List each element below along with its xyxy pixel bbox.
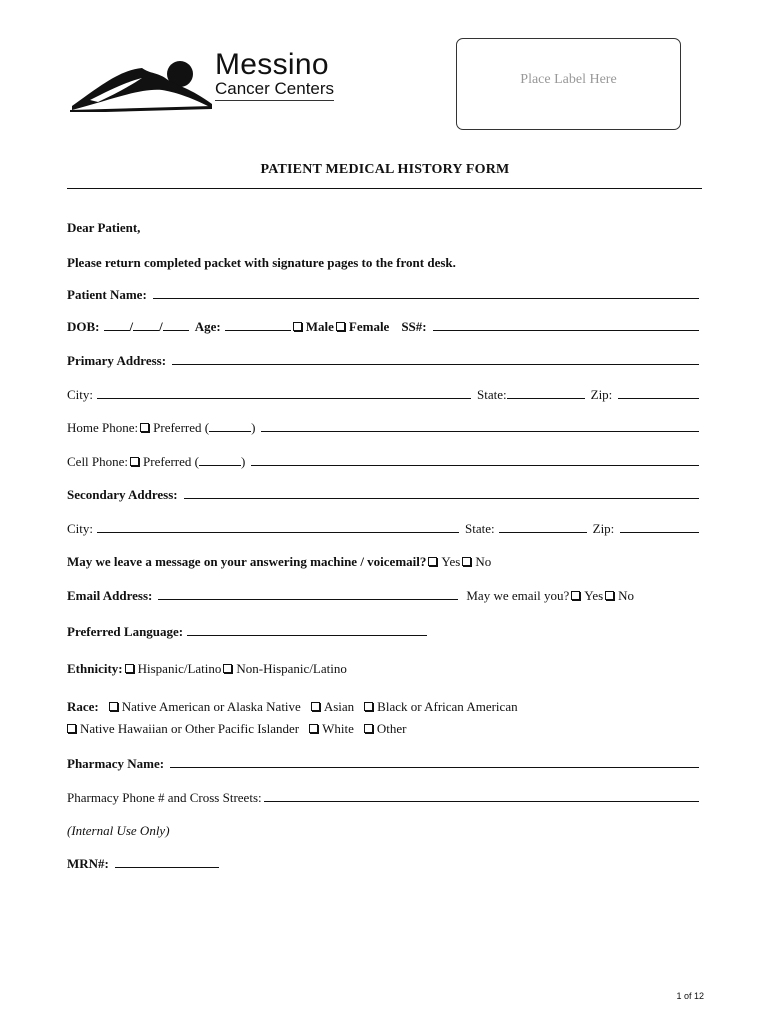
internal-use-note: (Internal Use Only) bbox=[67, 823, 170, 838]
white-checkbox[interactable] bbox=[309, 724, 318, 733]
ethnicity-row: Ethnicity: Hispanic/Latino Non-Hispanic/Latino bbox=[67, 661, 347, 676]
mrn-field[interactable] bbox=[115, 857, 219, 868]
male-checkbox[interactable] bbox=[293, 322, 302, 331]
secondary-address-row bbox=[67, 487, 699, 505]
dob-year-field[interactable] bbox=[163, 320, 189, 331]
zip-label: Zip: bbox=[590, 387, 613, 402]
pharmacy-phone-row bbox=[67, 790, 699, 808]
email-question: May we email you? bbox=[466, 588, 570, 603]
voicemail-row: May we leave a message on your answering machine / voicemail? Yes No bbox=[67, 554, 492, 569]
email-no-checkbox[interactable] bbox=[605, 591, 614, 600]
home-phone-field[interactable] bbox=[261, 421, 699, 432]
cell-preferred-field[interactable] bbox=[199, 455, 241, 466]
mrn-row bbox=[67, 856, 699, 874]
city-row-2 bbox=[67, 521, 699, 539]
patient-name-label: Patient Name: bbox=[67, 287, 147, 302]
black-checkbox[interactable] bbox=[364, 702, 373, 711]
instruction: Please return completed packet with signature pages to the front desk. bbox=[67, 255, 456, 270]
primary-address-label: Primary Address: bbox=[67, 353, 167, 368]
title-divider bbox=[67, 188, 702, 189]
city-row-1 bbox=[67, 387, 699, 405]
page-number: 1 of 12 bbox=[676, 991, 704, 1001]
ethnicity-label: Ethnicity: bbox=[67, 661, 123, 676]
home-preferred-field[interactable] bbox=[209, 421, 251, 432]
race-row-1: Race: Native American or Alaska Native Asian Black or African American bbox=[67, 699, 518, 714]
voicemail-no-checkbox[interactable] bbox=[462, 557, 471, 566]
form-title: PATIENT MEDICAL HISTORY FORM bbox=[260, 162, 510, 177]
pharmacy-phone-label: Pharmacy Phone # and Cross Streets: bbox=[67, 790, 262, 805]
dob-day-field[interactable] bbox=[133, 320, 159, 331]
city-label: City: bbox=[67, 387, 94, 402]
brand-name: Messino bbox=[215, 48, 329, 81]
mrn-label: MRN#: bbox=[67, 856, 109, 871]
home-phone-row: Home Phone: Preferred ( ) bbox=[67, 420, 699, 438]
asian-checkbox[interactable] bbox=[311, 702, 320, 711]
email-row: Email Address: May we email you? Yes No bbox=[67, 588, 635, 603]
primary-address-field[interactable] bbox=[172, 354, 699, 365]
primary-address-row bbox=[67, 353, 699, 371]
other-checkbox[interactable] bbox=[364, 724, 373, 733]
cell-phone-row: Cell Phone: Preferred ( ) bbox=[67, 454, 699, 472]
state-field[interactable] bbox=[507, 388, 585, 399]
voicemail-question: May we leave a message on your answering machine / voicemail? bbox=[67, 554, 427, 569]
email-label: Email Address: bbox=[67, 588, 153, 603]
pharmacy-name-row bbox=[67, 756, 699, 774]
mountain-logo-icon bbox=[70, 56, 215, 112]
patient-name-row bbox=[67, 287, 699, 305]
dob-label: DOB: bbox=[67, 319, 100, 334]
place-label-box: Place Label Here bbox=[456, 38, 681, 130]
secondary-address-field[interactable] bbox=[184, 488, 699, 499]
messino-logo bbox=[70, 50, 340, 112]
language-row bbox=[67, 624, 699, 642]
voicemail-yes-checkbox[interactable] bbox=[428, 557, 437, 566]
state-field-2[interactable] bbox=[499, 522, 587, 533]
race-row-2: Native Hawaiian or Other Pacific Islander White Other bbox=[67, 721, 699, 739]
patient-name-field[interactable] bbox=[153, 288, 699, 299]
city-field[interactable] bbox=[97, 388, 471, 399]
cell-phone-field[interactable] bbox=[251, 455, 699, 466]
language-label: Preferred Language: bbox=[67, 624, 184, 639]
greeting: Dear Patient, bbox=[67, 220, 141, 235]
home-phone-label: Home Phone: bbox=[67, 420, 139, 435]
state-label: State: bbox=[477, 387, 507, 402]
email-yes-checkbox[interactable] bbox=[571, 591, 580, 600]
female-checkbox[interactable] bbox=[336, 322, 345, 331]
state-label-2: State: bbox=[465, 521, 495, 536]
non-hispanic-checkbox[interactable] bbox=[223, 664, 232, 673]
pharmacy-name-field[interactable] bbox=[170, 757, 699, 768]
pharmacy-phone-field[interactable] bbox=[264, 791, 699, 802]
ssn-label: SS#: bbox=[401, 319, 427, 334]
age-label: Age: bbox=[194, 319, 221, 334]
zip-label-2: Zip: bbox=[592, 521, 615, 536]
zip-field[interactable] bbox=[618, 388, 699, 399]
cell-preferred-checkbox[interactable] bbox=[130, 457, 139, 466]
city-label-2: City: bbox=[67, 521, 94, 536]
email-field[interactable] bbox=[158, 589, 458, 600]
pharmacy-name-label: Pharmacy Name: bbox=[67, 756, 165, 771]
brand-subtitle: Cancer Centers bbox=[215, 80, 334, 101]
brand-wordmark bbox=[215, 50, 334, 101]
race-label: Race: bbox=[67, 699, 99, 714]
age-field[interactable] bbox=[225, 320, 291, 331]
zip-field-2[interactable] bbox=[620, 522, 699, 533]
ssn-field[interactable] bbox=[433, 320, 699, 331]
language-field[interactable] bbox=[187, 625, 427, 636]
city-field-2[interactable] bbox=[97, 522, 459, 533]
cell-phone-label: Cell Phone: bbox=[67, 454, 129, 469]
home-preferred-checkbox[interactable] bbox=[140, 423, 149, 432]
secondary-address-label: Secondary Address: bbox=[67, 487, 178, 502]
dob-month-field[interactable] bbox=[104, 320, 130, 331]
hawaiian-checkbox[interactable] bbox=[67, 724, 76, 733]
hispanic-checkbox[interactable] bbox=[125, 664, 134, 673]
native-american-checkbox[interactable] bbox=[109, 702, 118, 711]
dob-row: DOB: / / Age: Male Female SS#: bbox=[67, 319, 699, 337]
